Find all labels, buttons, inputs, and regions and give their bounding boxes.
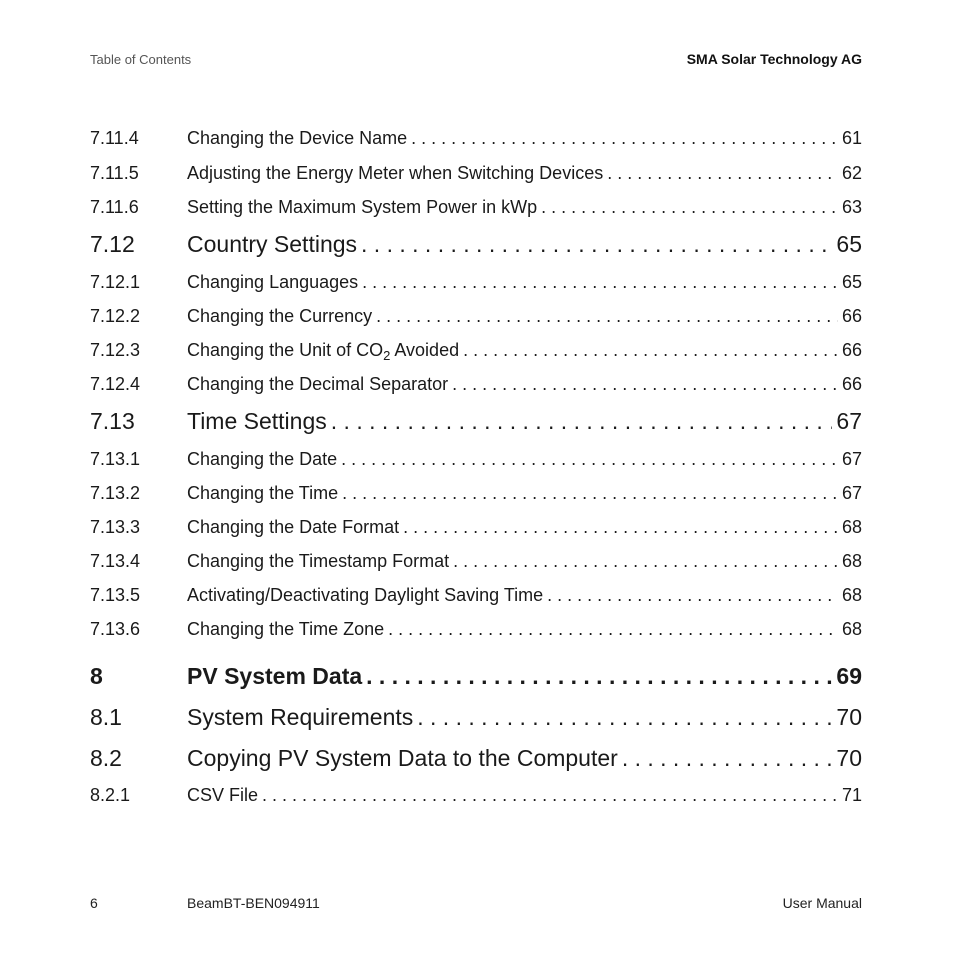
- toc-page: 68: [841, 551, 862, 571]
- toc-title: Setting the Maximum System Power in kWp: [187, 197, 538, 217]
- toc-title: Changing the Date: [187, 449, 338, 469]
- toc-title: Changing Languages: [187, 272, 359, 292]
- toc-page: 67: [836, 408, 862, 434]
- toc-title: Changing the Timestamp Format: [187, 551, 450, 571]
- toc-title: Changing the Device Name: [187, 128, 408, 148]
- toc-page: 68: [841, 517, 862, 537]
- toc-number: 8.2: [90, 745, 122, 771]
- toc-leader: [541, 197, 838, 218]
- toc-leader: [342, 483, 838, 504]
- toc-entry[interactable]: [90, 745, 862, 775]
- toc-page: 70: [836, 704, 862, 730]
- toc-title: Time Settings: [187, 408, 327, 434]
- toc-number: 8: [90, 663, 103, 689]
- toc-leader: [341, 449, 838, 470]
- toc-title: Changing the Date Format: [187, 517, 400, 537]
- toc-entry[interactable]: [90, 551, 862, 575]
- running-header-right: SMA Solar Technology AG: [686, 51, 862, 67]
- toc-entry[interactable]: [90, 785, 862, 809]
- toc-page: 61: [841, 128, 862, 148]
- toc-entry[interactable]: [90, 163, 862, 187]
- toc-entry[interactable]: [90, 449, 862, 473]
- toc-leader: [607, 163, 838, 184]
- toc-title: Changing the Time: [187, 483, 339, 503]
- toc-page: 69: [836, 663, 862, 689]
- toc-title: Adjusting the Energy Meter when Switching Devices: [187, 163, 604, 183]
- toc-page: 67: [841, 483, 862, 503]
- toc-page: 65: [836, 231, 862, 257]
- toc-page: 66: [841, 374, 862, 394]
- toc-number: 7.12.3: [90, 340, 141, 360]
- toc-number: 8.2.1: [90, 785, 131, 805]
- toc-number: 7.12: [90, 231, 135, 257]
- toc-leader: [403, 517, 838, 538]
- footer-doc-type: User Manual: [782, 895, 862, 911]
- toc-page: 63: [841, 197, 862, 217]
- toc-page: 65: [841, 272, 862, 292]
- toc-page: 70: [836, 745, 862, 771]
- toc-number: 7.13.2: [90, 483, 141, 503]
- toc-title: Country Settings: [187, 231, 358, 257]
- toc-number: 7.13.3: [90, 517, 141, 537]
- toc-entry[interactable]: [90, 374, 862, 398]
- toc-entry[interactable]: [90, 585, 862, 609]
- toc-leader: [411, 128, 838, 149]
- toc-page: 62: [841, 163, 862, 183]
- toc-title: CSV File: [187, 785, 259, 805]
- toc-leader: [376, 306, 838, 327]
- toc-entry[interactable]: [90, 128, 862, 152]
- toc-entry[interactable]: [90, 272, 862, 296]
- footer-doc-id: BeamBT-BEN094911: [187, 895, 320, 911]
- toc-title: Changing the Currency: [187, 306, 373, 326]
- toc-leader: [417, 704, 832, 731]
- toc-number: 7.13.6: [90, 619, 141, 639]
- toc-title: Copying PV System Data to the Computer: [187, 745, 618, 771]
- toc-page: 68: [841, 585, 862, 605]
- toc-leader: [622, 745, 833, 772]
- toc-leader: [331, 408, 833, 435]
- toc-entry[interactable]: [90, 619, 862, 643]
- toc-title-part: Avoided: [390, 340, 460, 360]
- toc-leader: [452, 374, 838, 395]
- toc-entry[interactable]: [90, 704, 862, 734]
- toc-leader: [361, 231, 832, 258]
- toc-number: 7.13.4: [90, 551, 141, 571]
- toc-title: [187, 340, 459, 363]
- toc-page: 71: [841, 785, 862, 805]
- toc-number: 7.13.5: [90, 585, 141, 605]
- toc-entry[interactable]: [90, 483, 862, 507]
- toc-leader: [362, 272, 838, 293]
- toc-leader: [453, 551, 838, 572]
- toc-leader: [547, 585, 838, 606]
- toc-number: 7.11.6: [90, 197, 139, 217]
- toc-leader: [366, 663, 832, 690]
- toc-number: 7.12.1: [90, 272, 141, 292]
- toc-title-part: Changing the Unit of CO: [187, 340, 384, 360]
- subscript: 2: [383, 348, 391, 363]
- toc-number: 7.13: [90, 408, 135, 434]
- toc-entry[interactable]: [90, 408, 862, 438]
- toc-leader: [388, 619, 838, 640]
- toc-number: 7.12.2: [90, 306, 141, 326]
- toc-page: 66: [841, 340, 862, 360]
- toc-number: 7.12.4: [90, 374, 141, 394]
- toc-entry[interactable]: [90, 306, 862, 330]
- toc-number: 7.11.4: [90, 128, 139, 148]
- toc-title: System Requirements: [187, 704, 414, 730]
- toc-page: 66: [841, 306, 862, 326]
- toc-number: 7.13.1: [90, 449, 141, 469]
- toc-entry[interactable]: [90, 197, 862, 221]
- toc-page: 68: [841, 619, 862, 639]
- footer-page-number: 6: [90, 895, 98, 911]
- toc-title: Activating/Deactivating Daylight Saving Time: [187, 585, 544, 605]
- toc-number: 8.1: [90, 704, 122, 730]
- toc-leader: [262, 785, 838, 806]
- toc-number: 7.11.5: [90, 163, 139, 183]
- toc-entry[interactable]: [90, 517, 862, 541]
- toc-page: 67: [841, 449, 862, 469]
- toc-leader: [463, 340, 838, 361]
- toc-title: PV System Data: [187, 663, 363, 689]
- toc-entry[interactable]: [90, 340, 862, 364]
- toc-entry[interactable]: [90, 663, 862, 693]
- toc-title: Changing the Decimal Separator: [187, 374, 449, 394]
- toc-title: Changing the Time Zone: [187, 619, 385, 639]
- running-header-left: Table of Contents: [90, 52, 192, 67]
- toc-entry[interactable]: [90, 231, 862, 261]
